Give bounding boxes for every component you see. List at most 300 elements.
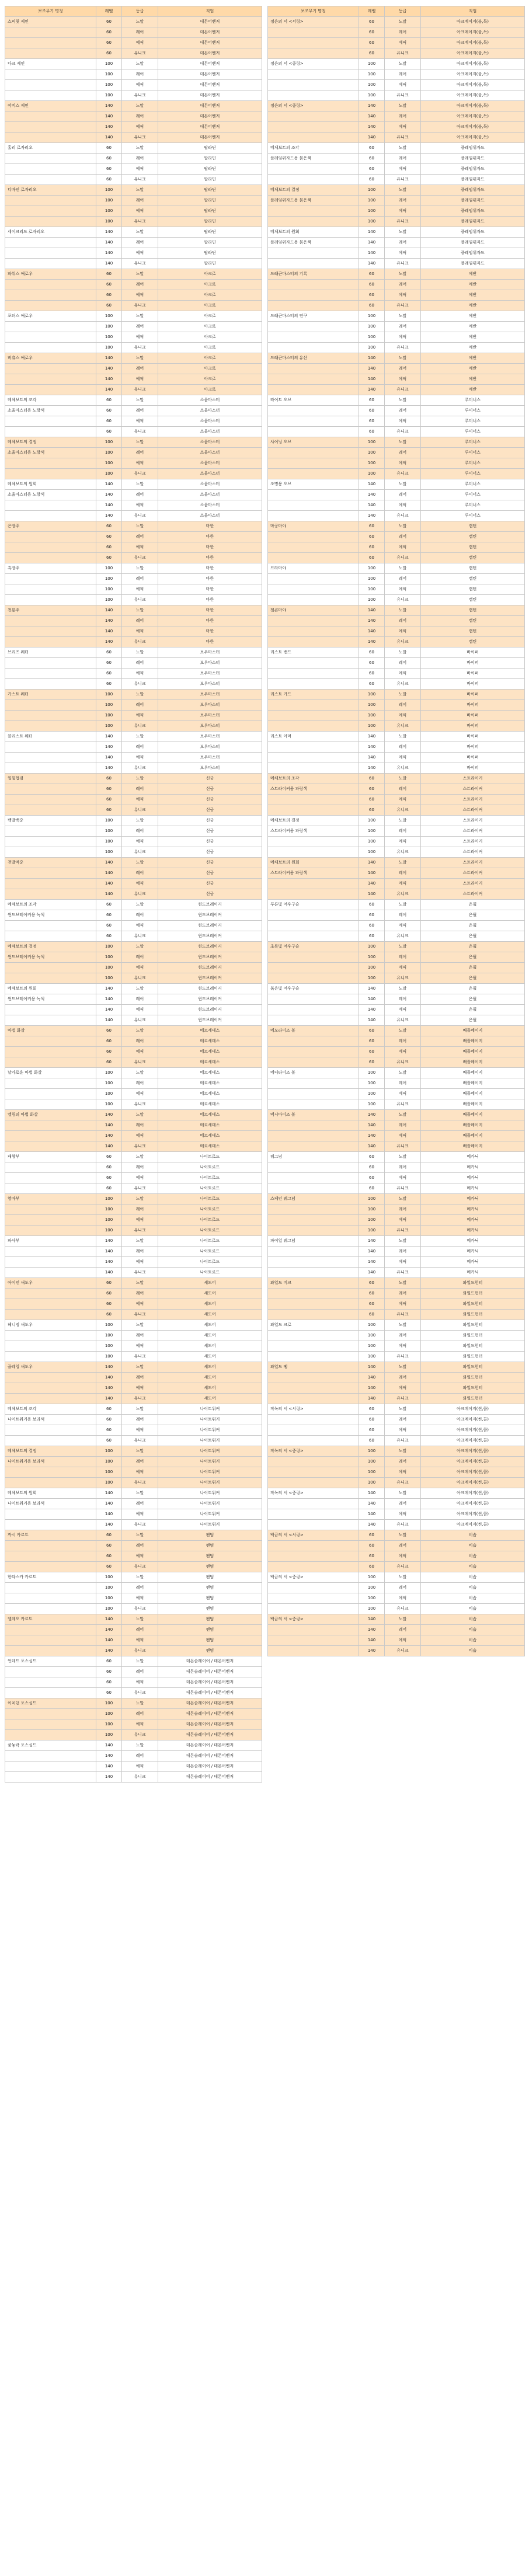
grade-cell: 레어	[122, 1120, 158, 1131]
job-cell: 바이퍼	[421, 700, 525, 711]
grade-cell: 유니크	[122, 343, 158, 353]
job-cell: 비숍	[421, 1635, 525, 1646]
grade-cell: 에픽	[385, 837, 421, 847]
job-cell: 섀도어	[158, 1352, 262, 1362]
job-cell: 메카닉	[421, 1215, 525, 1226]
level-cell: 60	[359, 395, 385, 406]
table-row	[268, 1268, 525, 1278]
table-row	[5, 669, 262, 679]
job-cell: 팔라딘	[158, 206, 262, 217]
table-row	[268, 1057, 525, 1068]
table-row	[268, 1257, 525, 1268]
weapon-name-cell	[268, 511, 359, 521]
level-cell: 140	[359, 994, 385, 1005]
grade-cell: 에픽	[385, 38, 421, 48]
weapon-name-cell	[5, 1341, 96, 1352]
table-row	[5, 658, 262, 669]
table-row	[268, 322, 525, 332]
table-row	[268, 1467, 525, 1478]
job-cell: 신궁	[158, 847, 262, 858]
weapon-name-cell	[5, 1667, 96, 1677]
level-cell: 60	[359, 27, 385, 38]
weapon-name-cell: 메체보트의 원회	[5, 984, 96, 994]
level-cell: 60	[359, 1415, 385, 1425]
job-cell: 메카닉	[421, 1152, 525, 1162]
grade-cell: 에픽	[385, 1341, 421, 1352]
job-cell: 플레임위자드	[421, 248, 525, 259]
job-cell: 배틀메이지	[421, 1078, 525, 1089]
job-cell: 메르세데스	[158, 1078, 262, 1089]
weapon-name-cell	[5, 154, 96, 164]
table-row	[268, 679, 525, 690]
grade-cell: 레어	[385, 826, 421, 837]
job-cell: 팔라딘	[158, 175, 262, 185]
grade-cell: 노말	[122, 185, 158, 196]
weapon-name-cell	[5, 1057, 96, 1068]
weapon-name-cell	[5, 679, 96, 690]
job-cell: 신궁	[158, 837, 262, 847]
grade-cell: 에픽	[385, 122, 421, 133]
weapon-name-cell: 엘림의 마법 화살	[5, 1110, 96, 1120]
table-row	[5, 1541, 262, 1551]
grade-cell: 에픽	[385, 374, 421, 385]
weapon-name-cell: 파이얼 웨그넘	[268, 1236, 359, 1247]
grade-cell: 노말	[122, 1488, 158, 1499]
job-cell: 아크메이지(불,독)	[421, 80, 525, 90]
weapon-name-cell	[5, 1394, 96, 1404]
weapon-name-cell	[5, 27, 96, 38]
job-cell: 플레임위자드	[421, 143, 525, 154]
job-cell: 나이트로드	[158, 1173, 262, 1183]
grade-cell: 노말	[122, 563, 158, 574]
level-cell: 60	[359, 900, 385, 910]
job-cell: 은월	[421, 1005, 525, 1015]
job-cell: 아크메이지(썬,콜)	[421, 1520, 525, 1530]
grade-cell: 유니크	[385, 553, 421, 563]
weapon-name-cell	[5, 301, 96, 311]
level-cell: 100	[96, 90, 122, 101]
grade-cell: 에픽	[122, 164, 158, 175]
weapon-name-cell	[5, 921, 96, 931]
grade-cell: 에픽	[385, 1593, 421, 1604]
grade-cell: 에픽	[385, 416, 421, 427]
level-cell: 140	[359, 374, 385, 385]
job-cell: 바이퍼	[421, 763, 525, 774]
weapon-name-cell	[5, 1352, 96, 1362]
grade-cell: 유니크	[122, 1562, 158, 1572]
grade-cell: 유니크	[385, 973, 421, 984]
table-row	[5, 448, 262, 458]
level-cell: 100	[96, 1352, 122, 1362]
grade-cell: 에픽	[385, 711, 421, 721]
job-cell: 바이퍼	[421, 690, 525, 700]
job-cell: 소울마스터	[158, 479, 262, 490]
table-row	[5, 206, 262, 217]
weapon-name-cell	[268, 1635, 359, 1646]
job-cell: 루미너스	[421, 437, 525, 448]
job-cell: 아크메이지(썬,콜)	[421, 1509, 525, 1520]
job-cell: 캡틴	[421, 542, 525, 553]
table-row	[5, 616, 262, 626]
table-row	[268, 427, 525, 437]
job-cell: 윈드브레이커	[158, 931, 262, 942]
table-row	[5, 437, 262, 448]
job-cell: 메르세데스	[158, 1089, 262, 1099]
level-cell: 100	[96, 1467, 122, 1478]
weapon-name-cell	[268, 889, 359, 900]
grade-cell: 에픽	[122, 584, 158, 595]
job-cell: 소울마스터	[158, 448, 262, 458]
weapon-name-cell	[268, 553, 359, 563]
level-cell: 60	[359, 1026, 385, 1036]
job-cell: 나이트로드	[158, 1205, 262, 1215]
table-row	[5, 1677, 262, 1688]
level-cell: 100	[96, 1730, 122, 1740]
grade-cell: 노말	[122, 858, 158, 868]
grade-cell: 레어	[122, 1247, 158, 1257]
level-cell: 100	[359, 847, 385, 858]
weapon-name-cell	[268, 322, 359, 332]
level-cell: 60	[359, 921, 385, 931]
weapon-name-cell: 정은의 서 <서링>	[268, 17, 359, 27]
level-cell: 100	[359, 700, 385, 711]
job-cell: 나이트워커	[158, 1520, 262, 1530]
table-row	[268, 1593, 525, 1604]
weapon-name-cell: 메체보트의 조각	[268, 143, 359, 154]
job-cell: 데몬어벤저	[158, 17, 262, 27]
table-row	[268, 1572, 525, 1583]
level-cell: 140	[96, 1383, 122, 1394]
table-row	[5, 1141, 262, 1152]
weapon-name-cell	[268, 259, 359, 269]
table-row	[268, 469, 525, 479]
level-cell: 60	[359, 532, 385, 542]
level-cell: 60	[96, 1562, 122, 1572]
grade-cell: 레어	[122, 826, 158, 837]
grade-cell: 노말	[385, 311, 421, 322]
table-row	[268, 1331, 525, 1341]
weapon-name-cell: 일월협검	[5, 774, 96, 784]
table-row	[268, 1078, 525, 1089]
job-cell: 루미너스	[421, 416, 525, 427]
level-cell: 60	[359, 1047, 385, 1057]
level-cell: 140	[96, 889, 122, 900]
table-row	[5, 732, 262, 742]
weapon-name-cell	[268, 1394, 359, 1404]
table-row	[5, 1236, 262, 1247]
table-row	[268, 1457, 525, 1467]
weapon-name-cell	[5, 1709, 96, 1719]
grade-cell: 레어	[122, 448, 158, 458]
job-cell: 데몬어벤저	[158, 48, 262, 59]
level-cell: 100	[359, 343, 385, 353]
grade-cell: 레어	[122, 574, 158, 584]
level-cell: 140	[359, 500, 385, 511]
grade-cell: 유니크	[122, 90, 158, 101]
weapon-name-cell: 메체보트의 조각	[5, 1404, 96, 1415]
job-cell: 메르세데스	[158, 1120, 262, 1131]
level-cell: 100	[96, 332, 122, 343]
weapon-name-cell	[268, 1131, 359, 1141]
level-cell: 60	[359, 1404, 385, 1415]
job-cell: 캡틴	[421, 584, 525, 595]
table-row	[268, 48, 525, 59]
level-cell: 100	[96, 826, 122, 837]
table-row	[268, 1320, 525, 1331]
level-cell: 60	[96, 1173, 122, 1183]
level-cell: 100	[96, 1078, 122, 1089]
table-row	[268, 648, 525, 658]
weapon-name-cell	[268, 1604, 359, 1614]
level-cell: 100	[359, 952, 385, 963]
table-row	[268, 1499, 525, 1509]
job-cell: 데몬어벤저	[158, 101, 262, 112]
weapon-name-cell	[268, 133, 359, 143]
level-cell: 100	[359, 1078, 385, 1089]
weapon-name-cell: 이치던 포스실드	[5, 1698, 96, 1709]
level-cell: 60	[359, 301, 385, 311]
right-weapon-table	[267, 6, 525, 1656]
weapon-name-cell	[5, 584, 96, 595]
table-row	[5, 921, 262, 931]
grade-cell: 유니크	[385, 301, 421, 311]
grade-cell: 에픽	[122, 669, 158, 679]
weapon-name-cell: 세이크리드 로자리오	[5, 227, 96, 238]
level-cell: 140	[359, 385, 385, 395]
grade-cell: 레어	[385, 1120, 421, 1131]
table-row	[268, 637, 525, 648]
table-row	[5, 1614, 262, 1625]
weapon-name-cell: 메체보트의 조각	[268, 774, 359, 784]
grade-cell: 에픽	[385, 248, 421, 259]
grade-cell: 에픽	[385, 795, 421, 805]
table-row	[5, 879, 262, 889]
level-cell: 60	[96, 679, 122, 690]
table-row	[5, 1057, 262, 1068]
grade-cell: 유니크	[122, 1646, 158, 1656]
level-cell: 140	[359, 1394, 385, 1404]
weapon-name-cell	[5, 469, 96, 479]
table-row	[268, 805, 525, 816]
grade-cell: 노말	[385, 1278, 421, 1289]
job-cell: 마한	[158, 563, 262, 574]
table-row	[5, 690, 262, 700]
table-row	[268, 1205, 525, 1215]
level-cell: 100	[96, 1089, 122, 1099]
weapon-name-cell: 스트라이커용 파랑색	[268, 826, 359, 837]
weapon-name-cell	[268, 700, 359, 711]
grade-cell: 노말	[122, 816, 158, 826]
grade-cell: 노말	[385, 732, 421, 742]
weapon-name-cell	[268, 847, 359, 858]
level-cell: 140	[359, 1373, 385, 1383]
weapon-name-cell: 쿰놓락 포스실드	[5, 1740, 96, 1751]
table-row	[268, 1488, 525, 1499]
level-cell: 60	[359, 784, 385, 795]
job-cell: 팬텀	[158, 1562, 262, 1572]
job-cell: 팬텀	[158, 1530, 262, 1541]
table-row	[268, 479, 525, 490]
grade-cell: 에픽	[385, 963, 421, 973]
weapon-name-cell	[5, 1646, 96, 1656]
level-cell: 100	[359, 584, 385, 595]
grade-cell: 레어	[385, 952, 421, 963]
table-row	[268, 259, 525, 269]
level-cell: 100	[359, 690, 385, 700]
grade-cell: 에픽	[122, 711, 158, 721]
grade-cell: 유니크	[385, 469, 421, 479]
weapon-name-cell	[268, 763, 359, 774]
weapon-name-cell	[268, 1383, 359, 1394]
weapon-name-cell	[5, 427, 96, 437]
table-row	[5, 1656, 262, 1667]
table-row	[5, 1131, 262, 1141]
level-cell: 60	[359, 1152, 385, 1162]
job-cell: 나이트워커	[158, 1499, 262, 1509]
grade-cell: 에픽	[385, 1299, 421, 1310]
grade-cell: 에픽	[385, 1551, 421, 1562]
table-row	[268, 1478, 525, 1488]
weapon-name-cell	[268, 963, 359, 973]
level-cell: 140	[96, 879, 122, 889]
weapon-name-cell	[5, 133, 96, 143]
level-cell: 100	[96, 59, 122, 69]
table-row	[5, 868, 262, 879]
level-cell: 140	[96, 133, 122, 143]
weapon-name-cell	[5, 1730, 96, 1740]
table-row	[268, 753, 525, 763]
weapon-name-cell	[268, 669, 359, 679]
table-row	[5, 763, 262, 774]
job-cell: 은월	[421, 963, 525, 973]
grade-cell: 레어	[122, 112, 158, 122]
grade-cell: 노말	[385, 17, 421, 27]
weapon-name-cell	[268, 1331, 359, 1341]
job-cell: 섀도어	[158, 1310, 262, 1320]
job-cell: 플레임위자드	[421, 175, 525, 185]
table-row	[5, 1036, 262, 1047]
weapon-name-cell	[268, 753, 359, 763]
grade-cell: 유니크	[385, 1646, 421, 1656]
table-row	[5, 479, 262, 490]
level-cell: 60	[359, 164, 385, 175]
weapon-name-cell: 리스트 가드	[268, 690, 359, 700]
grade-cell: 유니크	[385, 1352, 421, 1362]
table-row	[5, 322, 262, 332]
level-cell: 100	[359, 1352, 385, 1362]
level-cell: 140	[96, 1625, 122, 1635]
weapon-name-cell: 플레임위자드용 붉은색	[268, 154, 359, 164]
job-cell: 소울마스터	[158, 500, 262, 511]
weapon-name-cell	[5, 963, 96, 973]
weapon-name-cell: 골레잉 새도우	[5, 1362, 96, 1373]
weapon-name-cell	[5, 795, 96, 805]
level-cell: 60	[359, 154, 385, 164]
level-cell: 60	[96, 143, 122, 154]
table-row	[268, 1089, 525, 1099]
weapon-name-cell: 디바인 로자리오	[5, 185, 96, 196]
weapon-name-cell	[268, 532, 359, 542]
job-cell: 메카닉	[421, 1247, 525, 1257]
weapon-name-cell: 메체보트의 조각	[5, 900, 96, 910]
level-cell: 60	[359, 290, 385, 301]
job-cell: 와일드헌터	[421, 1362, 525, 1373]
grade-cell: 레어	[122, 952, 158, 963]
job-cell: 데몬슬레이어 / 데몬어벤저	[158, 1677, 262, 1688]
level-cell: 60	[96, 1404, 122, 1415]
grade-cell: 에픽	[385, 1509, 421, 1520]
level-cell: 60	[359, 143, 385, 154]
grade-cell: 노말	[385, 816, 421, 826]
table-row	[5, 1289, 262, 1299]
table-row	[268, 185, 525, 196]
level-cell: 100	[96, 837, 122, 847]
weapon-name-cell	[5, 248, 96, 259]
grade-cell: 유니크	[385, 1015, 421, 1026]
grade-cell: 노말	[385, 1068, 421, 1078]
job-cell: 스트라이커	[421, 837, 525, 847]
job-cell: 캡틴	[421, 574, 525, 584]
job-cell: 윈드브레이커	[158, 910, 262, 921]
level-cell: 100	[359, 837, 385, 847]
table-row	[268, 374, 525, 385]
grade-cell: 에픽	[385, 542, 421, 553]
weapon-name-cell	[5, 669, 96, 679]
weapon-name-cell	[5, 700, 96, 711]
grade-cell: 레어	[385, 910, 421, 921]
level-cell: 100	[96, 206, 122, 217]
table-row	[5, 143, 262, 154]
job-cell: 메카닉	[421, 1268, 525, 1278]
job-cell: 와일드헌터	[421, 1320, 525, 1331]
table-row	[5, 511, 262, 521]
grade-cell: 레어	[122, 994, 158, 1005]
level-cell: 60	[96, 269, 122, 280]
grade-cell: 유니크	[122, 1436, 158, 1446]
grade-cell: 유니크	[122, 469, 158, 479]
job-cell: 나이트워커	[158, 1478, 262, 1488]
grade-cell: 유니크	[122, 1772, 158, 1783]
weapon-name-cell	[5, 973, 96, 984]
job-cell: 팔라딘	[158, 248, 262, 259]
weapon-name-cell	[5, 616, 96, 626]
table-row	[5, 59, 262, 69]
table-row	[5, 1383, 262, 1394]
job-cell: 캡틴	[421, 637, 525, 648]
weapon-name-cell	[268, 27, 359, 38]
weapon-name-cell	[5, 1036, 96, 1047]
job-cell: 메르세데스	[158, 1026, 262, 1036]
table-row	[268, 448, 525, 458]
weapon-name-cell: 스트라이커용 파랑색	[268, 784, 359, 795]
table-row	[5, 248, 262, 259]
grade-cell: 레어	[122, 532, 158, 542]
weapon-name-cell	[5, 1436, 96, 1446]
grade-cell: 노말	[122, 269, 158, 280]
job-cell: 배틀메이지	[421, 1141, 525, 1152]
level-cell: 140	[96, 1141, 122, 1152]
table-row	[268, 69, 525, 80]
grade-cell: 에픽	[122, 1047, 158, 1057]
weapon-name-cell	[5, 511, 96, 521]
weapon-name-cell	[5, 1583, 96, 1593]
table-row	[268, 1352, 525, 1362]
weapon-name-cell: 나이트워커용 보라색	[5, 1457, 96, 1467]
level-cell: 60	[359, 1299, 385, 1310]
weapon-name-cell	[5, 206, 96, 217]
level-cell: 60	[359, 679, 385, 690]
level-cell: 100	[96, 1446, 122, 1457]
